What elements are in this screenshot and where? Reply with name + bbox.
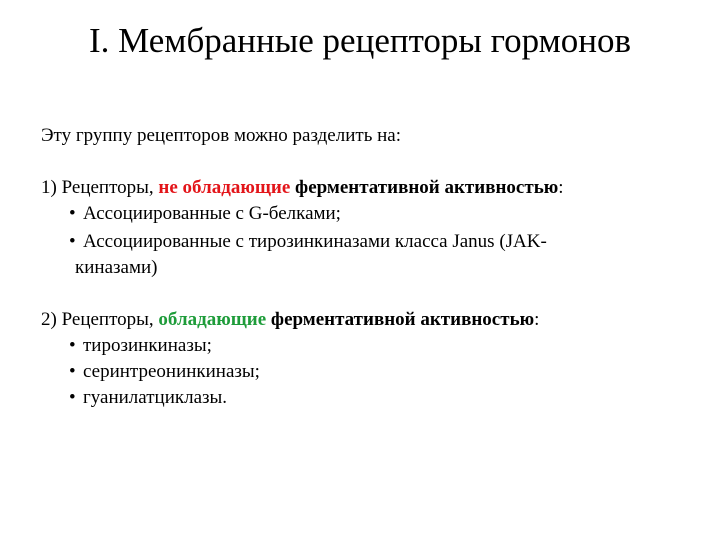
bullet-icon: • (69, 361, 76, 382)
group2-highlight: обладающие (158, 309, 267, 330)
group1-item-text: Ассоциированные с G-белками; (83, 203, 341, 224)
group1-item (41, 201, 701, 227)
group2-prefix: 2) Рецепторы, (41, 309, 159, 330)
bullet-icon: • (69, 231, 76, 252)
group1-item-text-continuation: киназами) (75, 257, 158, 278)
slide-body (41, 123, 701, 411)
group2-end: : (534, 309, 540, 330)
group2-item-text: гуанилатциклазы. (83, 387, 228, 408)
group2-item-text: серинтреонинкиназы; (83, 361, 260, 382)
group1-item (41, 229, 673, 281)
bullet-icon: • (69, 203, 76, 224)
group1-highlight: не обладающие (158, 177, 291, 198)
group1-item-text: Ассоциированные с тирозинкиназами класса Janus (JAK- (83, 231, 547, 252)
bullet-icon: • (69, 335, 76, 356)
group1-suffix: ферментативной активностью (290, 177, 559, 198)
group2-heading (41, 307, 701, 333)
group1-end: : (558, 177, 564, 198)
group2-item (41, 333, 701, 359)
group2-item (41, 359, 701, 385)
group1-heading (41, 175, 701, 201)
spacer (41, 149, 701, 175)
spacer (41, 281, 701, 307)
group2-item-text: тирозинкиназы; (83, 335, 212, 356)
group2-suffix: ферментативной активностью (266, 309, 535, 330)
intro-text: Эту группу рецепторов можно разделить на: (41, 125, 401, 146)
group1-prefix: 1) Рецепторы, (41, 177, 159, 198)
bullet-icon: • (69, 387, 76, 408)
slide-title: I. Мембранные рецепторы гормонов (88, 21, 632, 60)
group2-item (41, 385, 701, 411)
